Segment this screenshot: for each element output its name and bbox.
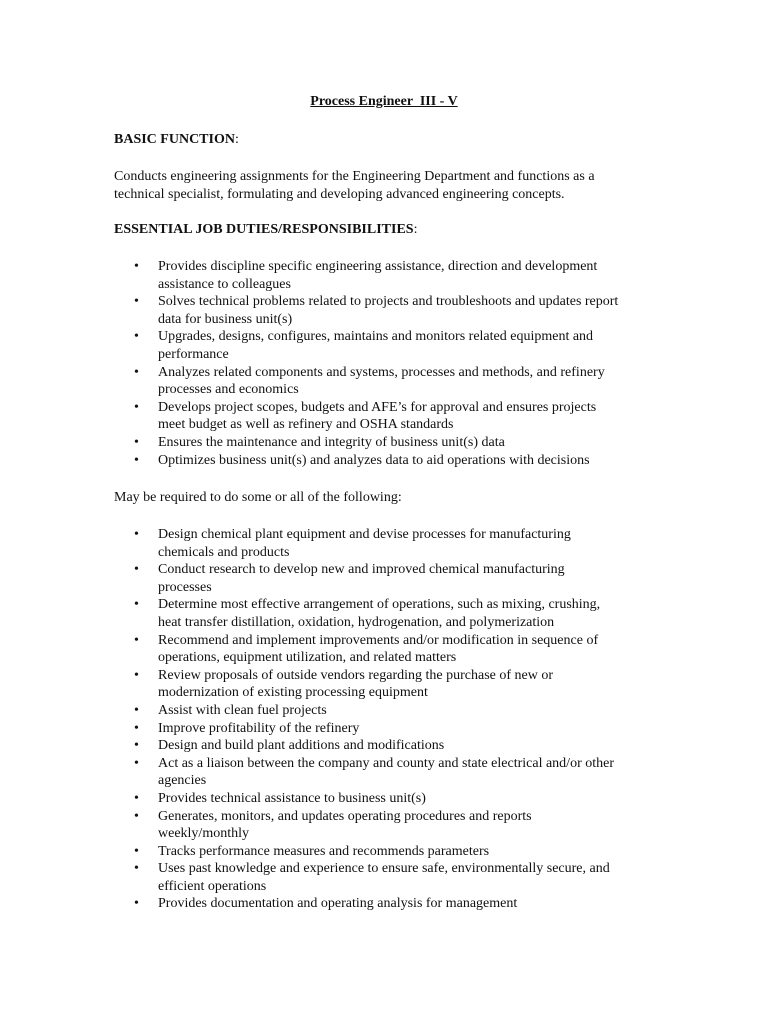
- list-item: [0, 755, 768, 790]
- list-item-text: efficient operations: [158, 878, 267, 894]
- list-item-text: modernization of existing processing equipment: [158, 685, 428, 701]
- optional-duties-intro: May be required to do some or all of the following:: [114, 490, 402, 505]
- basic-function-line: Conducts engineering assignments for the Engineering Department and functions as a: [114, 169, 595, 184]
- bullet-icon: •: [134, 667, 139, 683]
- list-item: [0, 860, 768, 895]
- list-item-text: Ensures the maintenance and integrity of business unit(s) data: [158, 434, 505, 450]
- list-item-text: Optimizes business unit(s) and analyzes data to aid operations with decisions: [158, 452, 590, 468]
- basic-function-line: technical specialist, formulating and developing advanced engineering concepts.: [114, 187, 565, 202]
- list-item-text: Recommend and implement improvements and/or modification in sequence of: [158, 632, 599, 648]
- essential-duties-heading-text: ESSENTIAL JOB DUTIES/RESPONSIBILITIES: [114, 222, 414, 237]
- list-item: [0, 843, 768, 861]
- basic-function-heading: [114, 131, 239, 149]
- basic-function-colon: :: [234, 132, 239, 147]
- essential-duties-colon: :: [413, 222, 418, 237]
- list-item: [0, 720, 768, 738]
- bullet-icon: •: [134, 738, 139, 754]
- essential-duties-heading: [114, 221, 417, 239]
- bullet-icon: •: [134, 562, 139, 578]
- list-item: [0, 895, 768, 913]
- list-item-text: Upgrades, designs, configures, maintains and monitors related equipment and: [158, 329, 594, 345]
- list-item-text: processes and economics: [158, 382, 299, 398]
- list-item: [0, 702, 768, 720]
- list-item: [0, 399, 768, 434]
- list-item-text: Improve profitability of the refinery: [158, 720, 360, 736]
- list-item: [0, 434, 768, 452]
- list-item-text: Generates, monitors, and updates operating procedures and reports: [158, 808, 532, 824]
- list-item-text: assistance to colleagues: [158, 276, 291, 292]
- optional-duties-list: [0, 526, 768, 913]
- basic-function-heading-text: BASIC FUNCTION: [114, 132, 235, 147]
- bullet-icon: •: [134, 259, 139, 274]
- bullet-icon: •: [134, 702, 139, 718]
- list-item-text: agencies: [158, 773, 207, 789]
- bullet-icon: •: [134, 597, 139, 613]
- list-item-text: heat transfer distillation, oxidation, hydrogenation, and polymerization: [158, 614, 555, 630]
- list-item-text: Develops project scopes, budgets and AFE’s for approval and ensures projects: [158, 399, 597, 415]
- list-item-text: Design and build plant additions and modifications: [158, 738, 445, 754]
- list-item-text: Assist with clean fuel projects: [158, 702, 327, 718]
- list-item: [0, 526, 768, 561]
- bullet-icon: •: [134, 364, 139, 380]
- list-item-text: Conduct research to develop new and improved chemical manufacturing: [158, 562, 565, 578]
- list-item: [0, 258, 768, 293]
- essential-duties-list: [0, 258, 768, 469]
- list-item-text: Review proposals of outside vendors regarding the purchase of new or: [158, 667, 554, 683]
- bullet-icon: •: [134, 896, 139, 912]
- list-item-text: Analyzes related components and systems, processes and methods, and refinery: [158, 364, 605, 380]
- list-item-text: Determine most effective arrangement of operations, such as mixing, crushing,: [158, 597, 601, 613]
- bullet-icon: •: [134, 790, 139, 806]
- bullet-icon: •: [134, 755, 139, 771]
- bullet-icon: •: [134, 399, 139, 415]
- list-item: [0, 808, 768, 843]
- bullet-icon: •: [134, 843, 139, 859]
- bullet-icon: •: [134, 294, 139, 310]
- bullet-icon: •: [134, 527, 139, 542]
- list-item: [0, 328, 768, 363]
- bullet-icon: •: [134, 452, 139, 468]
- list-item: [0, 632, 768, 667]
- list-item-text: meet budget as well as refinery and OSHA standards: [158, 417, 454, 433]
- list-item-text: Uses past knowledge and experience to ensure safe, environmentally secure, and: [158, 861, 610, 877]
- list-item-text: Provides discipline specific engineering assistance, direction and development: [158, 259, 598, 274]
- list-item: [0, 293, 768, 328]
- list-item-text: Provides technical assistance to business unit(s): [158, 790, 426, 806]
- list-item: [0, 452, 768, 470]
- bullet-icon: •: [134, 808, 139, 824]
- basic-function-paragraph: [114, 168, 654, 204]
- list-item-text: chemicals and products: [158, 544, 290, 560]
- list-item-text: Act as a liaison between the company and county and state electrical and/or other: [158, 755, 614, 771]
- list-item: [0, 561, 768, 596]
- list-item-text: weekly/monthly: [158, 826, 249, 842]
- list-item-text: Design chemical plant equipment and devise processes for manufacturing: [158, 527, 571, 542]
- list-item-text: data for business unit(s): [158, 311, 293, 327]
- bullet-icon: •: [134, 720, 139, 736]
- list-item-text: operations, equipment utilization, and related matters: [158, 650, 457, 666]
- list-item: [0, 667, 768, 702]
- document-title: Process Engineer III - V: [310, 94, 458, 109]
- list-item-text: Tracks performance measures and recommends parameters: [158, 843, 490, 859]
- list-item: [0, 737, 768, 755]
- list-item-text: performance: [158, 346, 229, 362]
- bullet-icon: •: [134, 632, 139, 648]
- list-item: [0, 364, 768, 399]
- list-item-text: Provides documentation and operating analysis for management: [158, 896, 518, 912]
- list-item-text: Solves technical problems related to projects and troubleshoots and updates report: [158, 294, 619, 310]
- bullet-icon: •: [134, 861, 139, 877]
- list-item: [0, 596, 768, 631]
- bullet-icon: •: [134, 329, 139, 345]
- bullet-icon: •: [134, 434, 139, 450]
- list-item-text: processes: [158, 579, 212, 595]
- list-item: [0, 790, 768, 808]
